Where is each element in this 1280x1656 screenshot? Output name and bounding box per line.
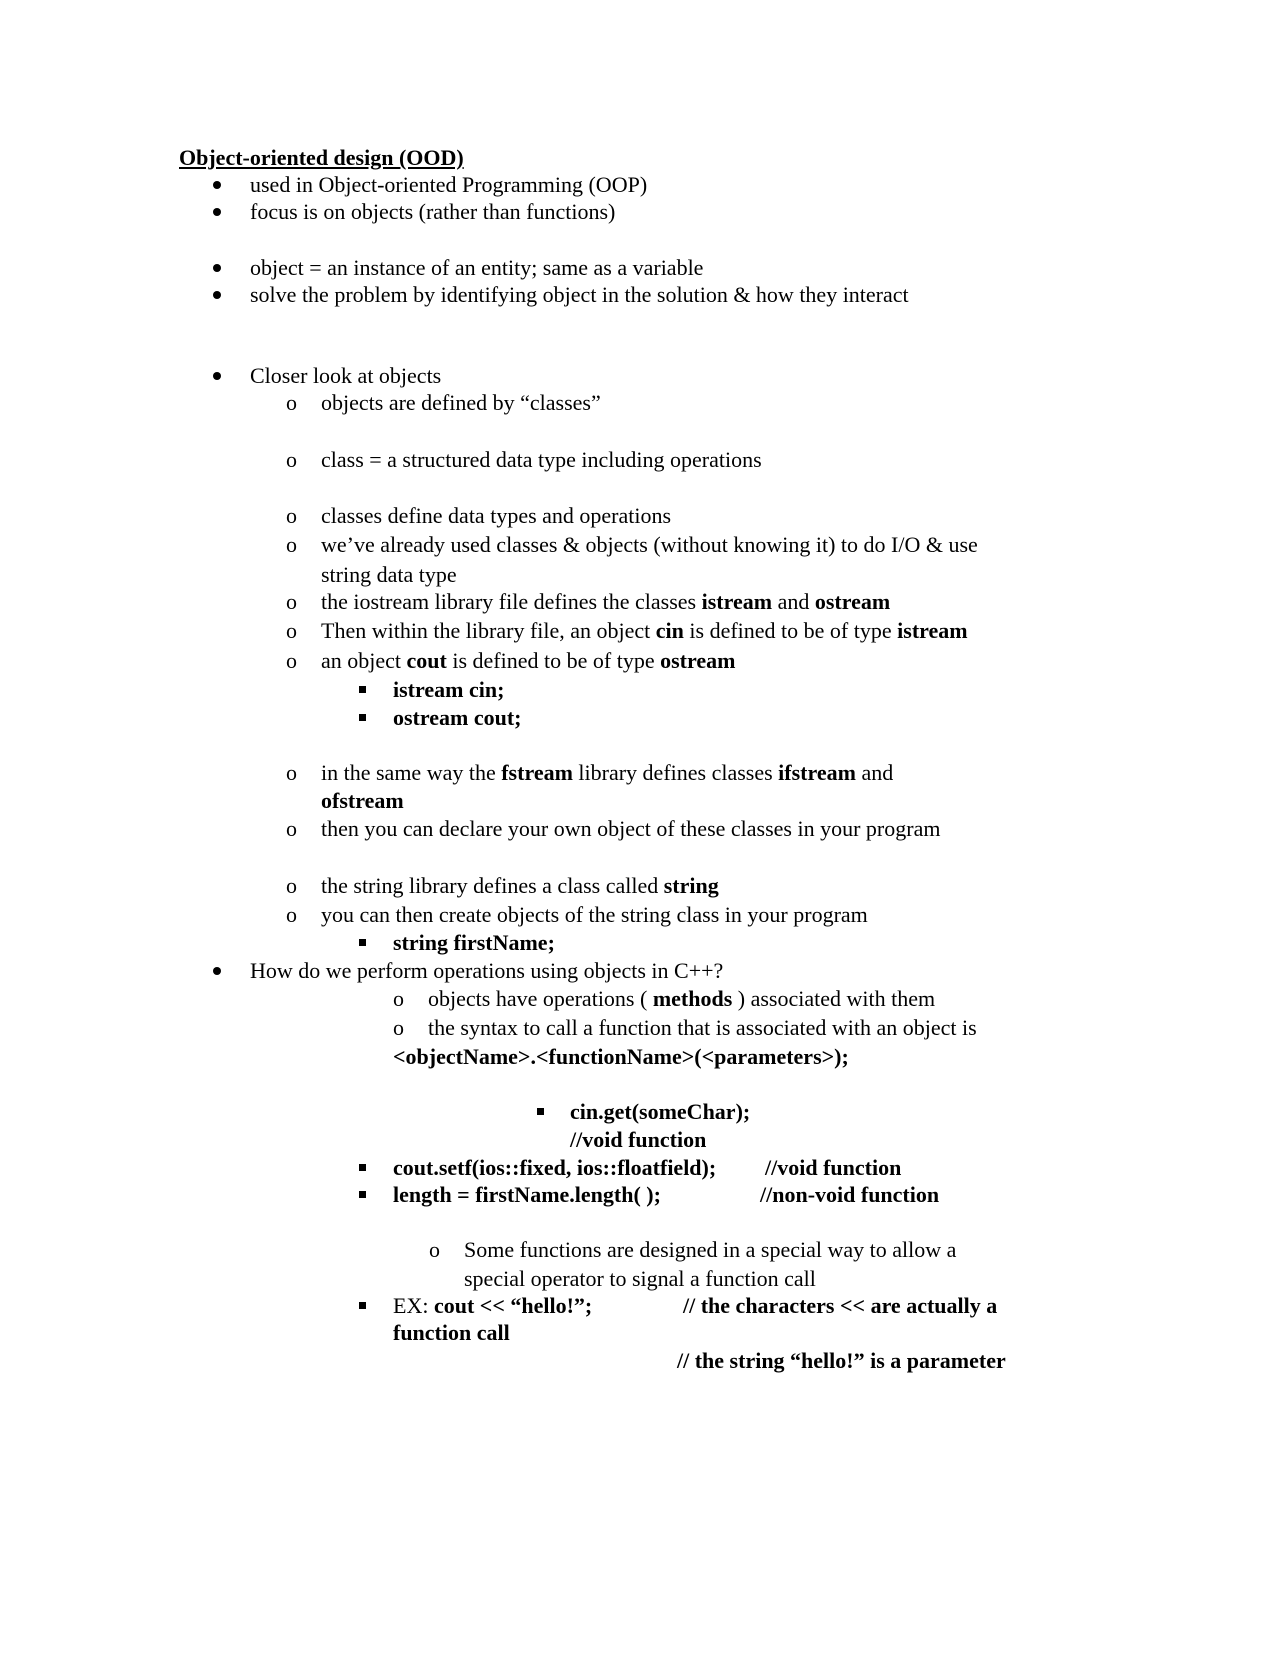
list-item [321,589,890,615]
list-item: objects are defined by “classes” [321,390,601,415]
page-title: Object-oriented design (OOD) [179,145,464,170]
list-item [428,986,935,1012]
bold-term: methods [652,986,733,1011]
code-line [393,1293,592,1319]
list-item: we’ve already used classes & objects (without knowing it) to do I/O & use [321,532,978,557]
code-comment: //void function [765,1155,902,1180]
list-item: you can then create objects of the string class in your program [321,902,868,927]
bullet-circle-icon: o [286,648,297,673]
bullet-dot-icon [213,372,221,380]
list-item: then you can declare your own object of these classes in your program [321,816,941,841]
list-item: the syntax to call a function that is associated with an object is [428,1015,977,1040]
list-item-continuation: special operator to signal a function call [464,1266,816,1291]
code-line: istream cin; [393,677,505,702]
bullet-circle-icon: o [286,390,297,415]
bold-term: string [663,873,719,898]
text-run: objects have operations ( [428,986,653,1011]
text-run: the iostream library file defines the classes [321,589,702,614]
code-line: <objectName>.<functionName>(<parameters>); [393,1044,849,1069]
bullet-circle-icon: o [286,816,297,841]
bullet-dot-icon [213,181,221,189]
list-item: used in Object-oriented Programming (OOP) [250,172,648,197]
bullet-circle-icon: o [393,986,404,1011]
list-item-continuation: string data type [321,562,457,587]
list-item: Some functions are designed in a special way to allow a [464,1237,957,1262]
bullet-circle-icon: o [286,902,297,927]
bold-term: cout << “hello!”; [433,1293,593,1318]
text-run: library defines classes [572,760,779,785]
code-line: ostream cout; [393,705,522,730]
bold-term: cin [655,618,684,643]
bullet-circle-icon: o [286,503,297,528]
bullet-square-icon [359,686,366,693]
text-run: is defined to be of type [446,648,661,673]
text-run: EX: [393,1293,434,1318]
bold-term: ostream [814,589,891,614]
list-item [321,760,893,786]
bold-term: cout [406,648,447,673]
list-item: solve the problem by identifying object in the solution & how they interact [250,282,909,307]
code-comment: //non-void function [760,1182,940,1207]
bullet-square-icon [537,1108,544,1115]
text-run: and [855,760,894,785]
list-item [321,873,719,899]
text-run: in the same way the [321,760,502,785]
bullet-dot-icon [213,967,221,975]
bullet-square-icon [359,714,366,721]
bullet-circle-icon: o [286,532,297,557]
code-line: cin.get(someChar); [570,1099,751,1124]
bullet-circle-icon: o [286,760,297,785]
code-comment: function call [393,1320,510,1345]
text-run: the string library defines a class called [321,873,664,898]
text-run: an object [321,648,407,673]
bullet-dot-icon [213,208,221,216]
bullet-square-icon [359,1302,366,1309]
bullet-circle-icon: o [429,1237,440,1262]
bullet-circle-icon: o [393,1015,404,1040]
bold-term: ifstream [778,760,856,785]
bullet-square-icon [359,939,366,946]
bold-term: istream [897,618,968,643]
code-comment: // the characters << are actually a [683,1293,998,1318]
list-item [321,648,735,674]
list-item: class = a structured data type including operations [321,447,762,472]
list-item: object = an instance of an entity; same as a variable [250,255,704,280]
bold-term: istream [701,589,773,614]
code-line: length = firstName.length( ); [393,1182,661,1207]
code-comment: // the string “hello!” is a parameter [677,1348,1006,1373]
bullet-circle-icon: o [286,873,297,898]
bullet-circle-icon: o [286,618,297,643]
bullet-dot-icon [213,291,221,299]
text-run: Then within the library file, an object [321,618,656,643]
list-item [321,618,968,644]
bullet-dot-icon [213,264,221,272]
bullet-square-icon [359,1191,366,1198]
list-item-continuation: ofstream [321,788,404,813]
code-line: string firstName; [393,930,555,955]
bold-term: fstream [501,760,573,785]
bullet-square-icon [359,1164,366,1171]
code-comment: //void function [570,1127,707,1152]
bullet-circle-icon: o [286,447,297,472]
code-line: cout.setf(ios::fixed, ios::floatfield); [393,1155,717,1180]
list-item: classes define data types and operations [321,503,672,528]
text-run: and [772,589,815,614]
list-item: focus is on objects (rather than functions) [250,199,616,224]
bold-term: ostream [660,648,736,673]
bullet-circle-icon: o [286,589,297,614]
text-run: ) associated with them [732,986,936,1011]
list-item: Closer look at objects [250,363,442,388]
text-run: is defined to be of type [683,618,898,643]
list-item: How do we perform operations using objects in C++? [250,958,724,983]
